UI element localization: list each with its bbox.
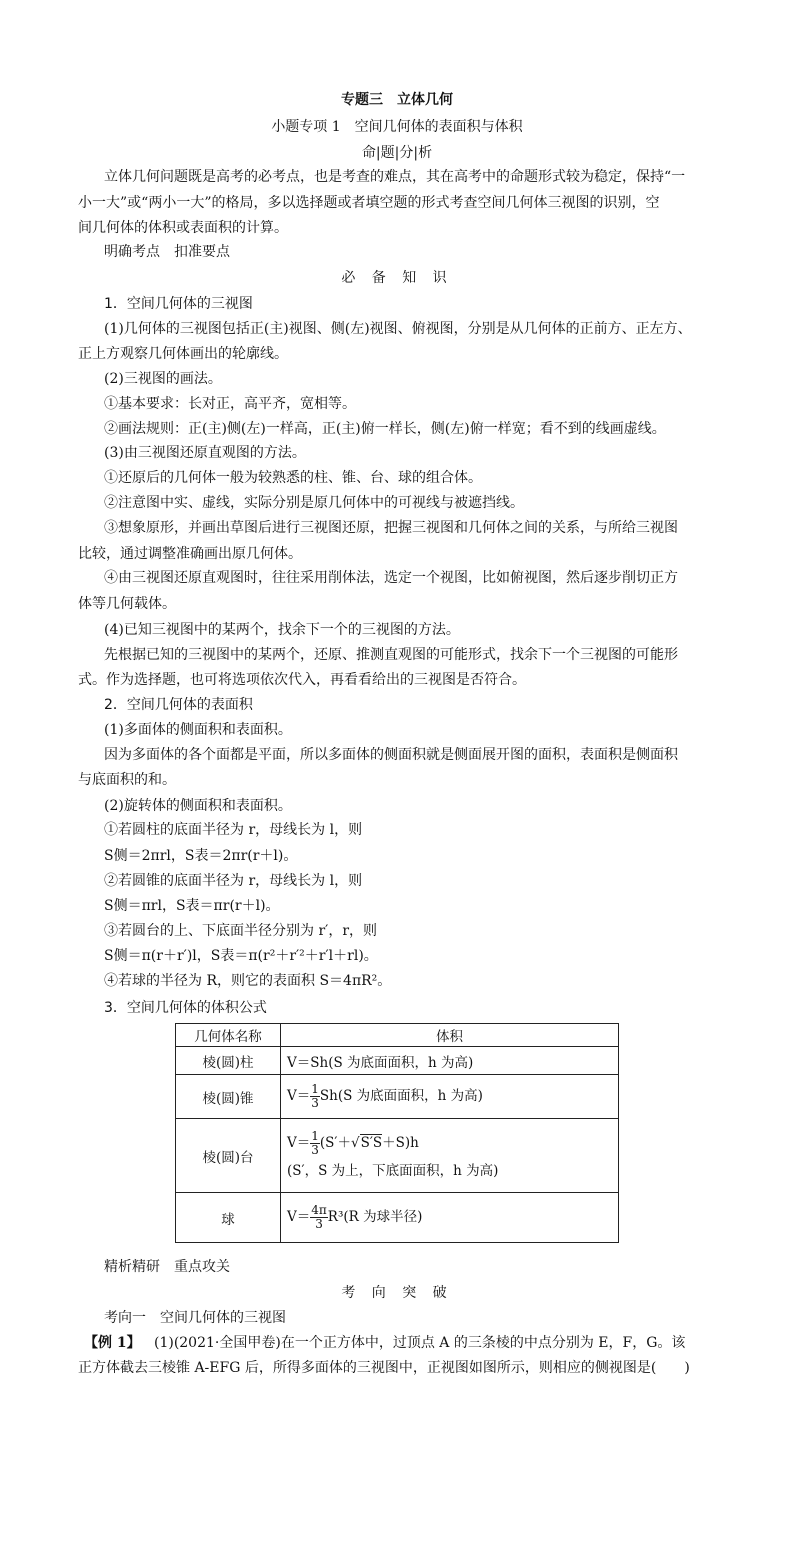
fraction-denominator: 3	[311, 1142, 319, 1157]
row-prism-formula: V＝Sh(S 为底面面积，h 为高)	[281, 1047, 619, 1075]
row-pyramid-name: 棱(圆)锥	[176, 1075, 281, 1119]
section-b-title: 考 向 突 破	[341, 1285, 453, 1301]
example-tag: 【例 1】	[84, 1335, 141, 1351]
k2-cylinder-cond: ①若圆柱的底面半径为 r，母线长为 l，则	[104, 822, 363, 838]
k2-cone-formula: S侧＝πrl，S表＝πr(r＋l)。	[104, 898, 280, 914]
k1-p4a: 先根据已知的三视图中的某两个，还原、推测直观图的可能形式，找余下一个三视图的可能形	[104, 647, 678, 663]
fraction-denominator: 3	[311, 1096, 319, 1110]
k1-p3c2: 比较，通过调整准确画出原几何体。	[78, 546, 302, 562]
formula-prefix: V＝	[287, 1209, 311, 1225]
fraction-numerator: 4π	[311, 1203, 327, 1217]
k1-p4: (4)已知三视图中的某两个，找余下一个的三视图的方法。	[104, 622, 460, 638]
k1-p3d2: 体等几何载体。	[78, 596, 176, 612]
row-prism-name: 棱(圆)柱	[176, 1047, 281, 1075]
fraction	[310, 1130, 320, 1157]
sqrt-radicand: S′S	[360, 1134, 383, 1151]
volume-formula-table	[175, 1023, 619, 1243]
analysis-title: 命|题|分|析	[361, 145, 433, 161]
k1-p3d1: ④由三视图还原直观图时，往往采用削体法，选定一个视图，比如俯视图，然后逐步削切正方	[104, 570, 678, 586]
k2-p1: (1)多面体的侧面积和表面积。	[104, 722, 292, 738]
table-row	[176, 1193, 619, 1243]
topic-title: 专题三 立体几何	[341, 92, 453, 108]
formula-part: (S′＋	[319, 1134, 351, 1151]
k1-p1a: (1)几何体的三视图包括正(主)视图、侧(左)视图、俯视图，分别是从几何体的正前方、正左方、	[104, 321, 692, 337]
row-sphere-name: 球	[176, 1193, 281, 1243]
k2-p1b: 与底面积的和。	[78, 772, 176, 788]
k1-p3: (3)由三视图还原直观图的方法。	[104, 445, 306, 461]
k2-sphere: ④若球的半径为 R，则它的表面积 S＝4πR²。	[104, 973, 392, 989]
table-header-volume: 体积	[281, 1024, 619, 1047]
formula-suffix: R³(R 为球半径)	[327, 1209, 423, 1225]
section-b-label: 精析精研 重点攻关	[104, 1259, 230, 1275]
section-a-title: 必 备 知 识	[341, 270, 453, 286]
k1-p3b: ②注意图中实、虚线，实际分别是原几何体中的可视线与被遮挡线。	[104, 495, 524, 511]
k1-p1b: 正上方观察几何体画出的轮廓线。	[78, 346, 288, 362]
fraction-denominator: 3	[315, 1217, 323, 1231]
table-row	[176, 1075, 619, 1119]
table-header-row	[176, 1024, 619, 1047]
k2-cylinder-formula: S侧＝2πrl，S表＝2πr(r＋l)。	[104, 848, 298, 864]
formula-suffix: Sh(S 为底面面积，h 为高)	[319, 1088, 483, 1104]
k2-title: 2．空间几何体的表面积	[104, 697, 253, 713]
table-row	[176, 1047, 619, 1075]
fraction	[310, 1204, 328, 1231]
section-a-label: 明确考点 扣准要点	[104, 244, 230, 260]
k2-frustum-cond: ③若圆台的上、下底面半径分别为 r′，r，则	[104, 923, 378, 939]
row-sphere-formula	[281, 1193, 619, 1243]
intro-line-1: 立体几何问题既是高考的必考点，也是考查的难点，其在高考中的命题形式较为稳定，保持“一	[104, 169, 686, 185]
k1-title: 1．空间几何体的三视图	[104, 296, 253, 312]
direction-1-title: 考向一 空间几何体的三视图	[104, 1310, 286, 1326]
k1-p2: (2)三视图的画法。	[104, 371, 222, 387]
row-pyramid-formula	[281, 1075, 619, 1119]
row-frustum-formula: V＝ $\frac{1}{3}$ (S′＋√S′S＋S)h (S′，S 为上，下底面面积，h 为高)	[281, 1119, 619, 1193]
k2-frustum-formula: S侧＝π(r＋r′)l，S表＝π(r²＋r′²＋r′l＋rl)。	[104, 948, 378, 964]
k1-p3c1: ③想象原形，并画出草图后进行三视图还原，把握三视图和几何体之间的关系，与所给三视图	[104, 520, 678, 536]
fraction-numerator: 1	[311, 1128, 319, 1143]
k2-p1a: 因为多面体的各个面都是平面，所以多面体的侧面积就是侧面展开图的面积，表面积是侧面积	[104, 747, 678, 763]
k2-p2: (2)旋转体的侧面积和表面积。	[104, 798, 292, 814]
example-1-text: (1)(2021·全国甲卷)在一个正方体中，过顶点 A 的三条棱的中点分别为 E，F，G。该	[153, 1335, 686, 1351]
k1-p4b: 式。作为选择题，也可将选项依次代入，再看看给出的三视图是否符合。	[78, 672, 526, 688]
row-frustum-name: 棱(圆)台	[176, 1119, 281, 1193]
example-1-line-1	[84, 1333, 694, 1353]
formula-prefix: V＝	[287, 1088, 311, 1104]
example-1-line-2: 正方体截去三棱锥 A-EFG 后，所得多面体的三视图中，正视图如图所示，则相应的侧视图是( )	[78, 1360, 690, 1376]
k1-p3a: ①还原后的几何体一般为较熟悉的柱、锥、台、球的组合体。	[104, 470, 482, 486]
table-row	[176, 1119, 619, 1193]
table-header-name: 几何体名称	[176, 1024, 281, 1047]
k1-p2a: ①基本要求：长对正，高平齐，宽相等。	[104, 396, 356, 412]
k2-cone-cond: ②若圆锥的底面半径为 r，母线长为 l，则	[104, 873, 363, 889]
intro-line-2: 小一大”或“两小一大”的格局，多以选择题或者填空题的形式考查空间几何体三视图的识别，空	[78, 195, 660, 211]
formula-part: ＋S)h	[382, 1134, 419, 1151]
formula-prefix: V＝	[287, 1134, 311, 1151]
frustum-note: (S′，S 为上，下底面面积，h 为高)	[287, 1162, 499, 1179]
k1-p2b: ②画法规则：正(主)侧(左)一样高，正(主)俯一样长，侧(左)俯一样宽；看不到的线画虚线。	[104, 421, 666, 437]
fraction	[310, 1083, 320, 1110]
subtopic-title: 小题专项 1 空间几何体的表面积与体积	[271, 119, 523, 135]
k3-title: 3．空间几何体的体积公式	[104, 1000, 267, 1016]
intro-line-3: 间几何体的体积或表面积的计算。	[78, 220, 288, 236]
fraction-numerator: 1	[311, 1082, 319, 1096]
